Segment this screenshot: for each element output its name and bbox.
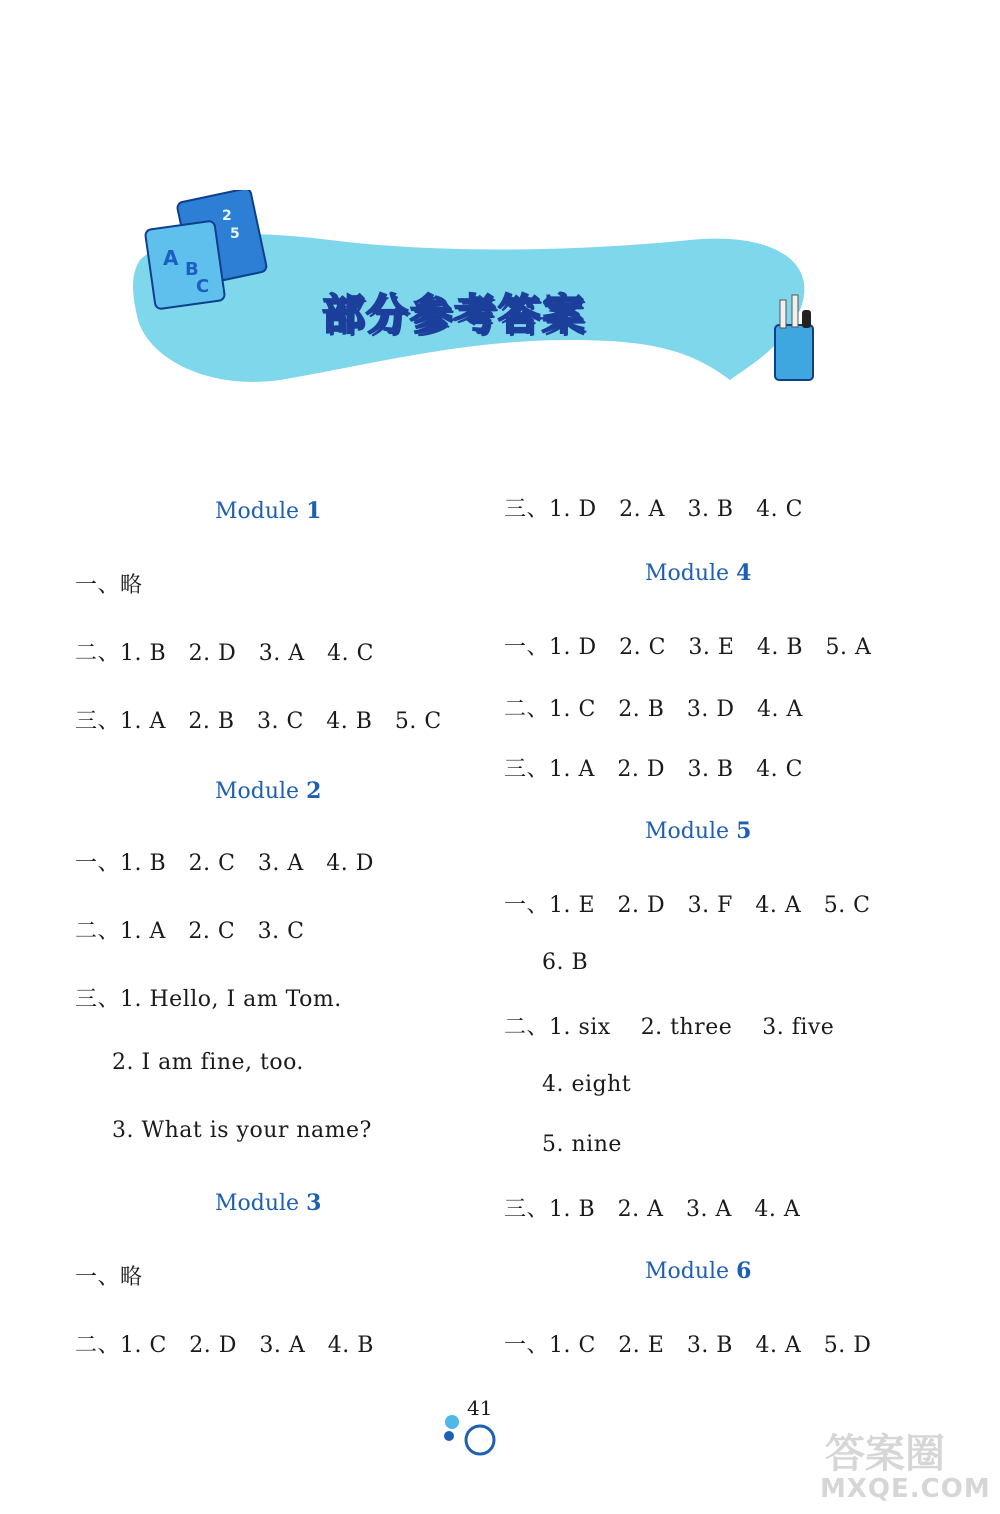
- svg-text:C: C: [196, 276, 210, 297]
- module-heading: [215, 778, 321, 804]
- module-number: 3: [306, 1190, 322, 1216]
- answer-line: 4. eight: [542, 1072, 632, 1097]
- module-number: 2: [306, 778, 322, 804]
- watermark-top: 答案圈: [825, 1431, 945, 1477]
- module-number: 6: [736, 1258, 752, 1284]
- answer-line: 三、1. A 2. D 3. B 4. C: [504, 757, 803, 782]
- answer-line: 二、1. B 2. D 3. A 4. C: [75, 641, 374, 666]
- module-heading: [645, 560, 751, 586]
- answer-line: 6. B: [542, 950, 589, 975]
- module-number: 1: [306, 498, 322, 524]
- answer-line: 3. What is your name?: [112, 1118, 372, 1143]
- answer-line: 三、1. B 2. A 3. A 4. A: [504, 1197, 801, 1222]
- pencil-cup-icon: [775, 295, 813, 380]
- page-number: 41: [467, 1396, 493, 1420]
- answer-line: 5. nine: [542, 1132, 622, 1157]
- answer-line: 二、1. A 2. C 3. C: [75, 919, 305, 944]
- answer-line: 三、1. Hello, I am Tom.: [75, 987, 342, 1012]
- module-heading: [645, 818, 751, 844]
- svg-text:5: 5: [230, 226, 240, 242]
- module-number: 5: [736, 818, 752, 844]
- module-heading: [215, 498, 321, 524]
- watermark-bottom: MXQE.COM: [820, 1474, 991, 1504]
- answer-line: 三、1. A 2. B 3. C 4. B 5. C: [75, 709, 442, 734]
- answer-line: 三、1. D 2. A 3. B 4. C: [504, 497, 803, 522]
- module-number: 4: [736, 560, 752, 586]
- module-label: Module: [645, 1259, 737, 1284]
- module-label: Module: [215, 499, 307, 524]
- module-label: Module: [645, 819, 737, 844]
- module-label: Module: [215, 779, 307, 804]
- answer-line: 一、略: [75, 573, 143, 598]
- answer-line: 一、1. D 2. C 3. E 4. B 5. A: [504, 635, 872, 660]
- answer-line: 一、1. E 2. D 3. F 4. A 5. C: [504, 893, 871, 918]
- page-number-bubbles-icon: [440, 1410, 510, 1460]
- answer-line: 一、1. B 2. C 3. A 4. D: [75, 851, 374, 876]
- answer-line: 一、1. C 2. E 3. B 4. A 5. D: [504, 1333, 872, 1358]
- module-label: Module: [645, 561, 737, 586]
- answer-line: 二、1. six 2. three 3. five: [504, 1015, 835, 1040]
- module-heading: [645, 1258, 751, 1284]
- module-heading: [215, 1190, 321, 1216]
- answer-line: 一、略: [75, 1265, 143, 1290]
- answer-line: 二、1. C 2. B 3. D 4. A: [504, 697, 803, 722]
- svg-text:2: 2: [222, 208, 232, 224]
- watermark: [820, 1422, 990, 1507]
- page-title: 部分参考答案: [322, 290, 587, 339]
- module-label: Module: [215, 1191, 307, 1216]
- svg-text:B: B: [185, 259, 199, 280]
- answer-line: 2. I am fine, too.: [112, 1050, 304, 1075]
- svg-text:A: A: [163, 246, 179, 270]
- answer-line: 二、1. C 2. D 3. A 4. B: [75, 1333, 374, 1358]
